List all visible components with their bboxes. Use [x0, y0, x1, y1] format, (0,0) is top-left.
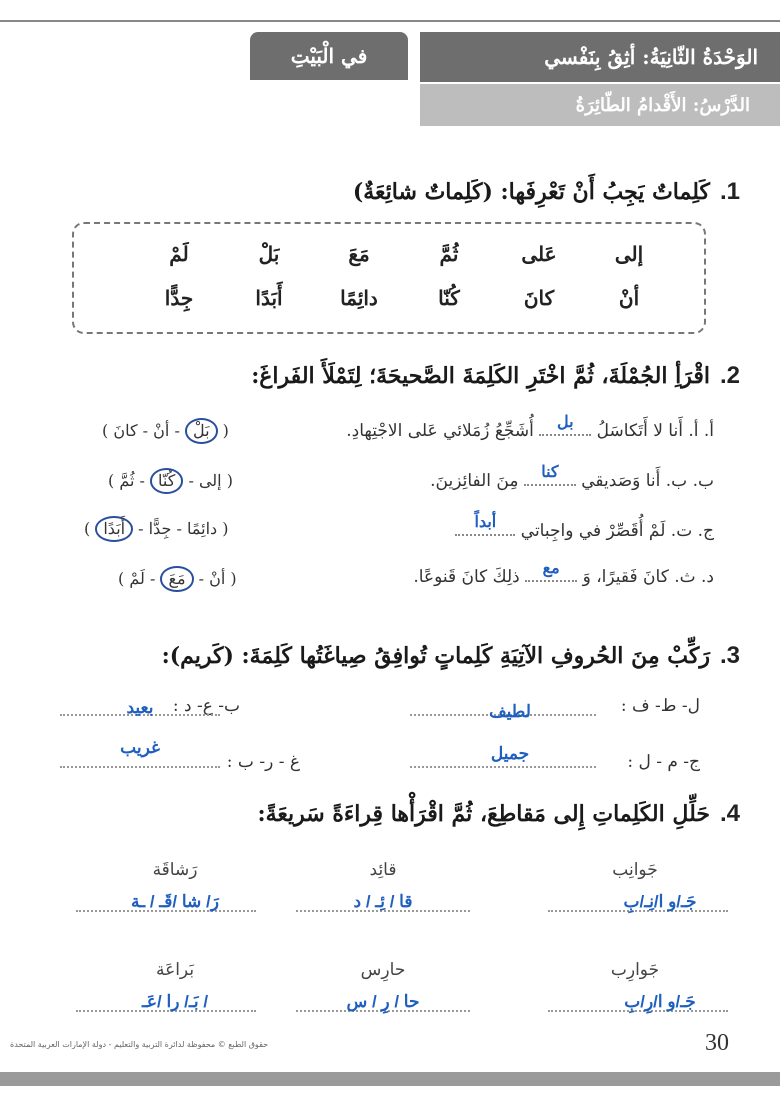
q2-blank-3[interactable]: أبداً — [455, 520, 515, 536]
q4-answer-5: حا / رِ / س — [346, 992, 420, 1011]
q4-word-2: قائِد — [369, 860, 397, 880]
q3-heading — [162, 642, 740, 670]
word-abadan: أَبَدًا — [255, 286, 283, 310]
q2-option-3-selected[interactable]: أَبَدًا — [95, 516, 133, 542]
word-lam: لَمْ — [169, 242, 189, 266]
q4-word-4: جَوارِب — [610, 960, 660, 980]
q1-number: 1. — [719, 178, 740, 205]
q4-answer-6: بَـ/ را /عَـ / — [141, 992, 209, 1011]
q3-letters-4: غ - ر- ب : — [226, 752, 300, 772]
home-tab: في الْبَيْتِ — [250, 32, 408, 80]
q4-word-3: رَشاقَة — [152, 860, 198, 880]
q2-options-2: ( إلى - كُنّا - ثُمَّ ) — [108, 468, 233, 494]
q2-title: اقْرَأِ الجُمْلَةَ، ثُمَّ اخْتَرِ الكَلِمَةَ الصَّحيحَةَ؛ لِتَمْلَأَ الفَراغَ: — [251, 363, 710, 389]
q2-options-1: ( بَلْ - أنْ - كانَ ) — [102, 418, 229, 444]
word-bal: بَلْ — [258, 242, 280, 266]
q2-number: 2. — [719, 362, 740, 389]
q1-title: كَلِماتٌ يَجِبُ أَنْ تَعْرِفَها: (كَلِماتٌ شائِعَةٌ) — [352, 179, 710, 205]
q3-answer-1: لطيف — [489, 702, 531, 721]
q2-option-4-3[interactable]: لَمْ — [129, 569, 145, 588]
q3-answer-2: بعيد — [126, 698, 154, 717]
q3-letters-3: ج- م - ل : — [627, 752, 700, 772]
q3-answer-4: غريب — [120, 738, 160, 757]
q2-option-4-1[interactable]: أنْ — [209, 569, 226, 588]
q3-answer-line-3[interactable] — [410, 766, 596, 768]
q3-answer-3: جميل — [490, 744, 530, 763]
q2-option-1-2[interactable]: أنْ — [153, 421, 170, 440]
q3-answer-line-4[interactable] — [60, 766, 220, 768]
q4-answer-2: قا / ئِـ / د — [353, 892, 413, 911]
q3-number: 3. — [719, 642, 740, 669]
words-row-2 — [134, 286, 674, 310]
word-ila: إلى — [614, 242, 644, 266]
q2-option-1-selected[interactable]: بَلْ — [185, 418, 218, 444]
q2-option-1-3[interactable]: كانَ — [113, 421, 138, 440]
word-kana: كانَ — [523, 286, 555, 310]
q4-word-5: حارِس — [360, 960, 406, 980]
q2-sentence-2: ب. ب. أَنا وَصَديقي كنا مِنَ الفائِزينَ. — [430, 464, 714, 491]
q2-options-4: ( أنْ - مَعَ - لَمْ ) — [118, 566, 237, 592]
q4-number: 4. — [719, 800, 740, 827]
q2-blank-1[interactable]: بل — [539, 420, 591, 436]
words-row-1 — [134, 242, 674, 266]
copyright-note: حقوق الطبع © محفوظة لدائرة التربية والتعليم - دولة الإمارات العربية المتحدة — [10, 1040, 269, 1049]
q2-option-2-3[interactable]: ثُمَّ — [119, 471, 135, 490]
q2-blank-2[interactable]: كنا — [524, 470, 576, 486]
q2-blank-4[interactable]: مع — [525, 566, 577, 582]
word-daiman: دائِمًا — [340, 286, 378, 310]
q4-word-6: بَراعَة — [155, 960, 195, 980]
q2-option-2-1[interactable]: إلى — [198, 471, 222, 490]
q4-title: حَلِّلِ الكَلِماتِ إِلى مَقاطِعَ، ثُمَّ اقْرَأْها قِراءَةً سَريعَةً: — [257, 801, 710, 827]
q2-sentence-3: ج. ت. لَمْ أُقَصِّرْ في واجِباتي أبداً — [455, 520, 714, 541]
q4-answer-3: رَ/ شا /قَـ / ـة — [131, 892, 219, 911]
unit-title-bar: الوَحْدَةُ الثّانِيَةُ: أثِقُ بِنَفْسي — [420, 32, 780, 82]
q2-sentence-1: أ. أ. أَنا لا أَتَكاسَلُ بل أُشَجِّعُ زُمَلائي عَلى الاجْتِهادِ. — [346, 414, 714, 441]
q2-options-3: ( دائِمًا - جِدًّا - أَبَدًا ) — [84, 516, 228, 542]
word-kunna: كُنّا — [438, 286, 460, 310]
word-an: أنْ — [618, 286, 640, 310]
common-words-box — [72, 222, 706, 334]
footer-bar — [0, 1072, 780, 1086]
q2-option-3-1[interactable]: دائِمًا — [186, 519, 218, 538]
lesson-title-bar: الدَّرْسُ: الأَقْدامُ الطّائِرَةُ — [420, 84, 780, 126]
q2-sentence-4: د. ث. كانَ فَقيرًا، وَ مع ذلِكَ كانَ قَنوعًا. — [413, 560, 714, 587]
page-number: 30 — [705, 1030, 729, 1056]
word-ala: عَلى — [521, 242, 557, 266]
q4-answer-4: جَـ/و ا/رِ/بِ — [624, 992, 696, 1011]
q2-heading — [251, 362, 740, 390]
word-jiddan: جِدًّا — [164, 286, 194, 310]
q3-letters-2: ب- ع- د : — [172, 696, 240, 716]
top-rule — [0, 20, 780, 22]
q1-heading — [353, 178, 740, 206]
q2-option-2-selected[interactable]: كُنّا — [150, 468, 183, 494]
q2-option-3-2[interactable]: جِدًّا — [148, 519, 172, 538]
word-thumma: ثُمَّ — [439, 242, 459, 266]
q3-title: رَكِّبْ مِنَ الحُروفِ الآتِيَةِ كَلِماتٍ تُوافِقُ صِياغَتُها كَلِمَةَ: (كَريم): — [161, 643, 710, 669]
word-maa: مَعَ — [348, 242, 370, 266]
q4-answer-1: جَـ/و ا/نِـ/بِ — [623, 892, 697, 911]
q4-heading — [258, 800, 740, 828]
q2-option-4-selected[interactable]: مَعَ — [160, 566, 193, 592]
q4-word-1: جَوانِب — [612, 860, 658, 880]
q3-letters-1: ل- ط- ف : — [620, 696, 700, 716]
